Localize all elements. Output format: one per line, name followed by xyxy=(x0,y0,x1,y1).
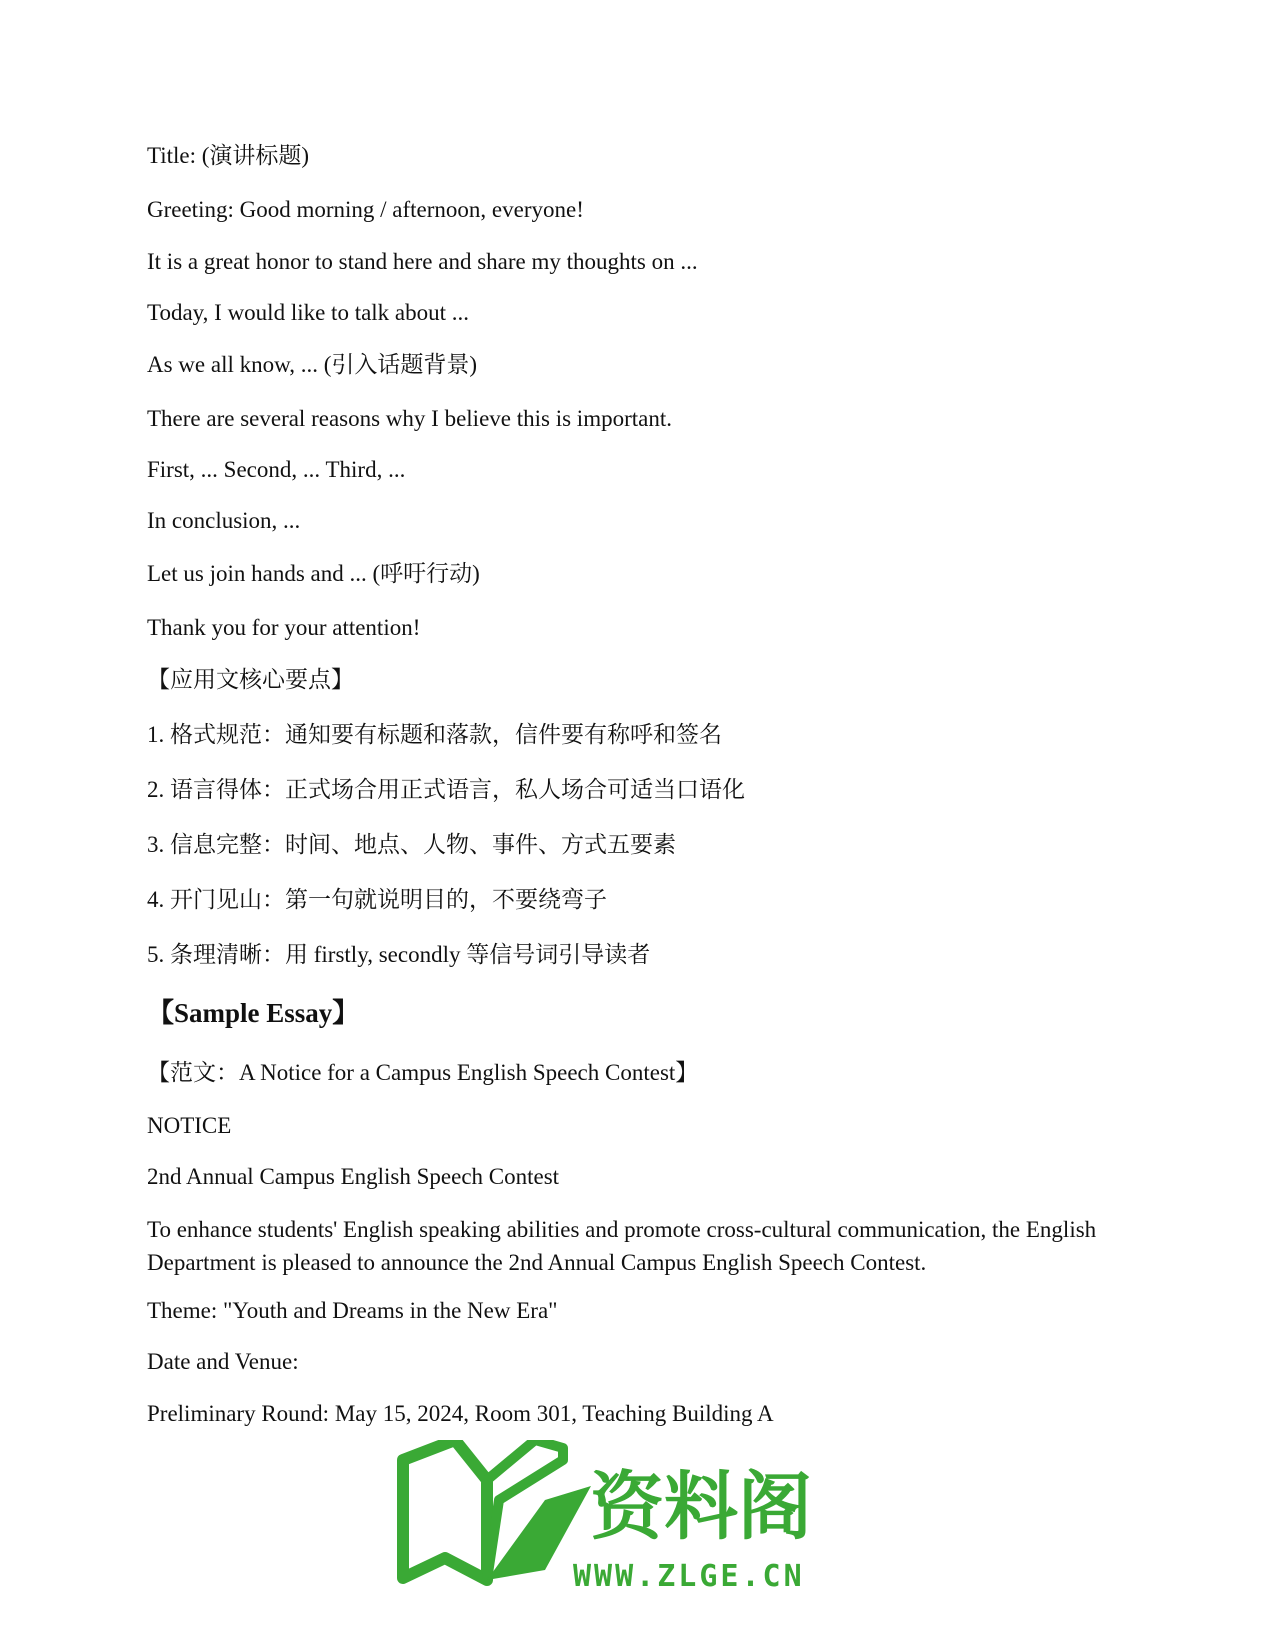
sample-essay-heading: 【Sample Essay】 xyxy=(147,998,360,1028)
template-conclusion: In conclusion, ... xyxy=(147,508,301,533)
book-logo-icon xyxy=(395,1440,865,1600)
key-point-item: 1. 格式规范：通知要有标题和落款，信件要有称呼和签名 xyxy=(147,722,722,747)
key-point-item: 2. 语言得体：正式场合用正式语言，私人场合可适当口语化 xyxy=(147,777,745,802)
template-today: Today, I would like to talk about ... xyxy=(147,300,470,325)
sample-essay-subheading: 【范文：A Notice for a Campus English Speech Contest】 xyxy=(147,1060,699,1085)
date-venue-label: Date and Venue: xyxy=(147,1349,299,1374)
template-thanks: Thank you for your attention! xyxy=(147,615,421,640)
template-title: Title: (演讲标题) xyxy=(147,143,310,168)
key-point-item: 4. 开门见山：第一句就说明目的，不要绕弯子 xyxy=(147,887,607,912)
template-reasons: There are several reasons why I believe this is important. xyxy=(147,406,672,431)
template-ordinals: First, ... Second, ... Third, ... xyxy=(147,457,406,482)
key-point-item: 5. 条理清晰：用 firstly, secondly 等信号词引导读者 xyxy=(147,942,651,967)
template-greeting: Greeting: Good morning / afternoon, everyone! xyxy=(147,197,584,222)
template-background: As we all know, ... (引入话题背景) xyxy=(147,352,478,377)
watermark-brand: 资料阁 xyxy=(590,1464,812,1550)
notice-intro-paragraph: To enhance students' English speaking abilities and promote cross-cultural communication, the English Department is pleased to announce the 2nd Annual Campus English Speech Contest. xyxy=(147,1217,1097,1275)
key-point-item: 3. 信息完整：时间、地点、人物、事件、方式五要素 xyxy=(147,832,676,857)
notice-label: NOTICE xyxy=(147,1113,232,1138)
watermark-url: WWW.ZLGE.CN xyxy=(573,1559,805,1594)
template-call-to-action: Let us join hands and ... (呼吁行动) xyxy=(147,561,480,586)
contest-title: 2nd Annual Campus English Speech Contest xyxy=(147,1164,560,1189)
watermark-logo xyxy=(395,1440,865,1600)
preliminary-round: Preliminary Round: May 15, 2024, Room 301, Teaching Building A xyxy=(147,1401,774,1426)
template-opening: It is a great honor to stand here and share my thoughts on ... xyxy=(147,249,698,274)
contest-theme: Theme: "Youth and Dreams in the New Era" xyxy=(147,1298,558,1323)
key-points-heading: 【应用文核心要点】 xyxy=(147,667,354,692)
